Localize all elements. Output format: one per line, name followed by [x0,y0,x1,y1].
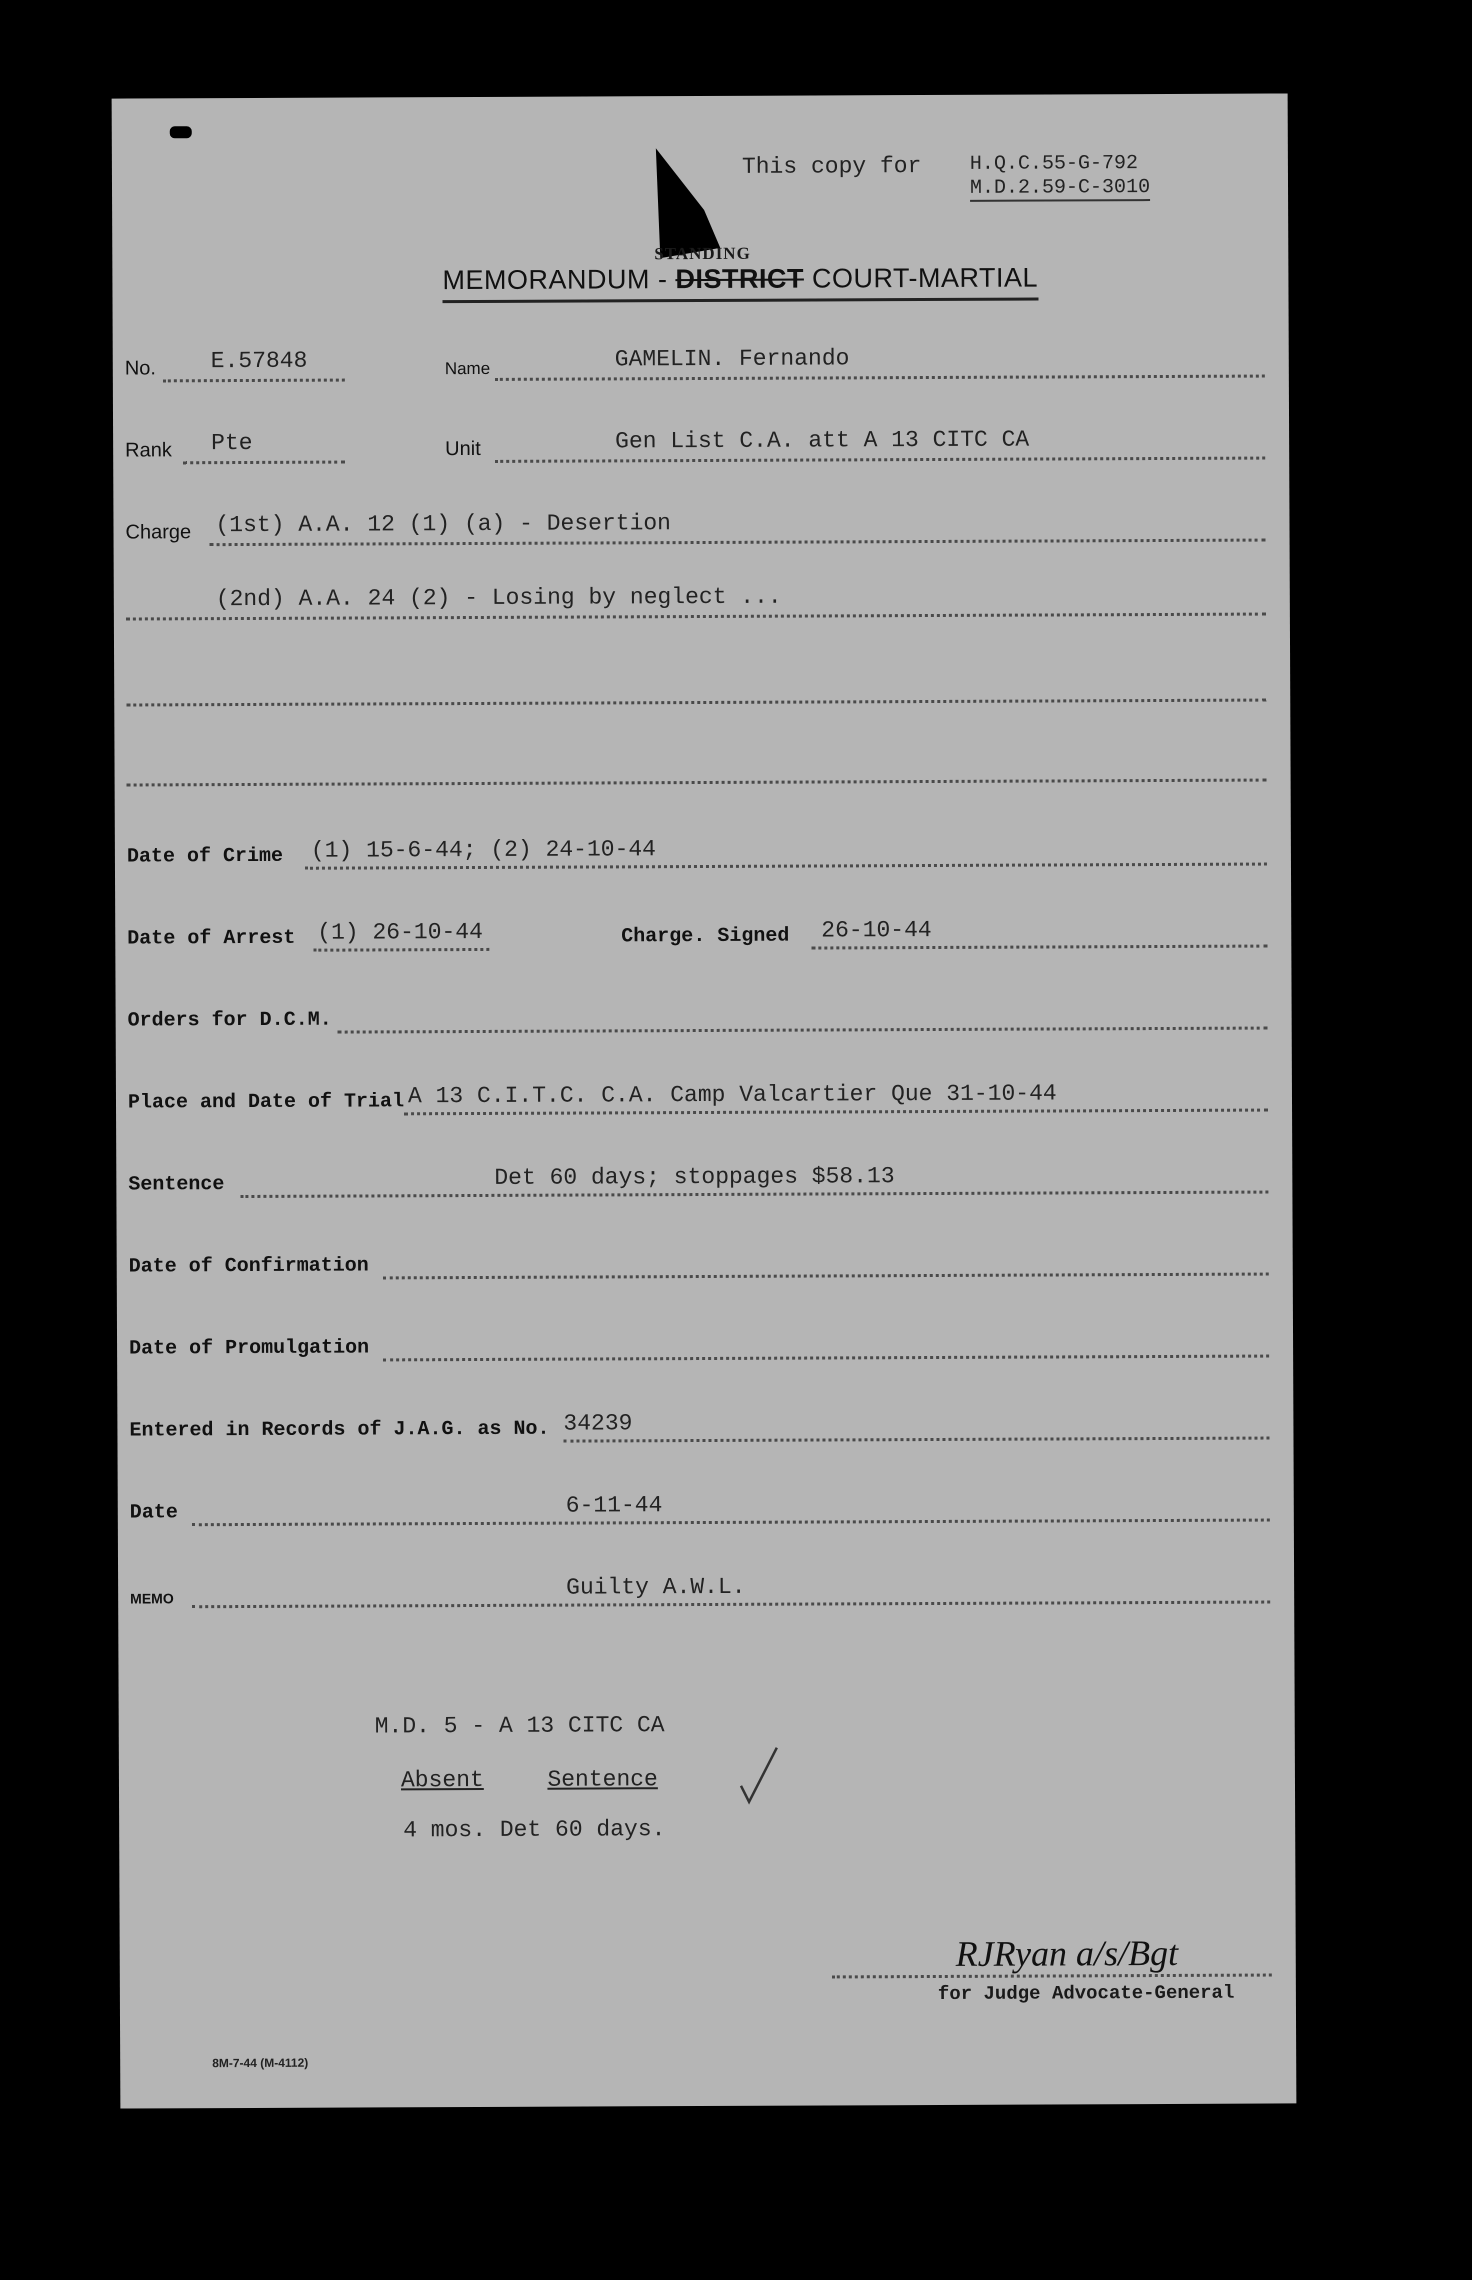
dotted-line [383,1273,1269,1280]
dotted-line [163,379,345,383]
form-number: 8M-7-44 (M-4112) [212,2055,309,2071]
row-promulgation [117,1305,1293,1370]
dotted-line [305,863,1267,870]
struck-court-type: DISTRICT [675,263,804,295]
dotted-line [192,1601,1270,1609]
rank-label: Rank [125,439,172,462]
absent-heading: Absent [400,1766,484,1794]
rank-value: Pte [211,429,253,457]
charge-second: (2nd) A.A. 24 (2) - Losing by neglect ... [215,583,782,613]
row-blank-2 [114,729,1290,794]
dotted-line [240,1191,1268,1198]
row-charge-1 [113,489,1289,554]
memo-label: MEMO [130,1590,174,1607]
row-orders-dcm [115,977,1291,1042]
row-rank-unit [113,407,1289,472]
dotted-line [495,457,1265,463]
orders-label: Orders for D.C.M. [127,1008,332,1033]
name-label: Name [444,358,491,379]
date-label: Date [129,1501,178,1525]
md-reference: M.D.2.59-C-3010 [969,176,1151,200]
promulgation-label: Date of Promulgation [129,1336,370,1361]
dotted-line [383,1355,1269,1362]
soldier-name: GAMELIN. Fernando [614,345,850,373]
dotted-line [404,1109,1268,1116]
sentence-value: Det 60 days; stoppages $58.13 [494,1163,895,1191]
dotted-line [338,1027,1268,1034]
memo-columns [401,1766,658,1793]
title-prefix: MEMORANDUM - [442,264,668,296]
charge-signed-label: Charge. Signed [621,924,790,949]
row-blank-1 [114,649,1290,714]
sentence-label: Sentence [128,1173,225,1197]
memo-sentence-line: 4 mos. Det 60 days. [403,1816,666,1844]
dotted-line [126,699,1266,707]
row-no-name [113,325,1289,390]
row-trial [116,1059,1292,1124]
dotted-line [811,945,1267,950]
confirmation-label: Date of Confirmation [128,1254,369,1279]
dotted-line [313,948,489,952]
form-title [442,263,1038,304]
row-date [118,1469,1294,1534]
dotted-line [210,539,1266,547]
check-mark [739,1746,779,1806]
signature: RJRyan a/s/Bgt [955,1932,1179,1974]
jag-label: Entered in Records of J.A.G. as No. [129,1417,550,1443]
date-value: 6-11-44 [565,1492,663,1519]
trial-label: Place and Date of Trial [127,1090,405,1115]
charge-signed-date: 26-10-44 [821,917,932,944]
memorandum-sheet [112,93,1297,2108]
row-sentence [116,1141,1292,1206]
punch-mark [170,126,192,138]
charge-first: (1st) A.A. 12 (1) (a) - Desertion [215,510,672,539]
row-jag-record [117,1387,1293,1452]
crime-label: Date of Crime [126,844,284,869]
row-date-of-crime [115,813,1291,878]
dotted-line [127,779,1267,787]
unit-label: Unit [445,437,481,461]
dotted-line [563,1437,1269,1443]
row-memo [118,1551,1294,1616]
dotted-line [495,375,1265,381]
arrest-date: (1) 26-10-44 [317,918,483,946]
memo-value: Guilty A.W.L. [566,1573,746,1601]
dotted-line [183,461,345,465]
unit-value: Gen List C.A. att A 13 CITC CA [615,426,1030,455]
no-label: No. [124,357,156,380]
signature-caption: for Judge Advocate-General [937,1981,1235,2005]
trial-place-date: A 13 C.I.T.C. C.A. Camp Valcartier Que 31-10-44 [407,1080,1057,1110]
arrest-label: Date of Arrest [127,926,296,951]
tear-mark [650,146,720,258]
memo-unit-line: M.D. 5 - A 13 CITC CA [374,1712,665,1740]
row-date-of-arrest [115,895,1291,960]
dotted-line [126,613,1266,621]
service-number: E.57848 [210,347,308,375]
hq-reference: H.Q.C.55-G-792 [969,152,1138,176]
copy-for-label: This copy for [741,153,922,180]
crime-dates: (1) 15-6-44; (2) 24-10-44 [310,836,657,864]
signature-line [832,1974,1272,1979]
row-charge-2 [114,563,1290,628]
court-type-insert: STANDING [654,243,751,264]
row-confirmation [117,1223,1293,1288]
charge-label: Charge [125,521,192,544]
jag-number: 34239 [563,1410,633,1437]
sentence-heading: Sentence [547,1766,658,1793]
dotted-line [192,1519,1270,1527]
title-suffix: COURT-MARTIAL [811,262,1039,294]
